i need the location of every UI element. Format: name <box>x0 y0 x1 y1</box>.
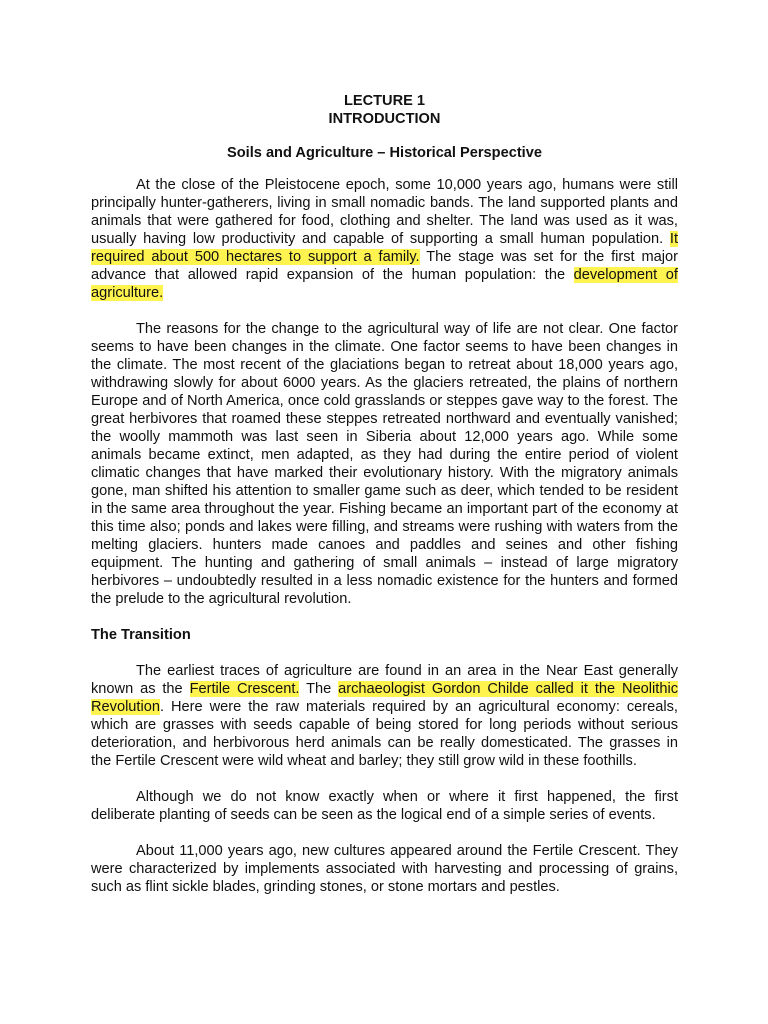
highlighted-text: archaeologist Gordon Childe called it the Neolithic Revolution <box>91 681 678 715</box>
document-subtitle: Soils and Agriculture – Historical Perspective <box>227 145 542 161</box>
paragraph-text: . Here were the raw materials required by an agricultural economy: cereals, which are grasses with seeds capable of being stored for long periods without serious deterioration, and herbivorous herd animals can be really domesticated. The grasses in the Fertile Crescent were wild wheat and barley; they still grow wild in these foothills. <box>91 699 678 769</box>
highlighted-text: It required about 500 hectares to support a family. <box>91 231 678 265</box>
intro-title: INTRODUCTION <box>328 111 441 127</box>
paragraph-text: The <box>299 681 339 697</box>
highlighted-text: Fertile Crescent. <box>189 681 300 697</box>
highlighted-text: development of agriculture. <box>91 267 678 301</box>
section-heading-transition: The Transition <box>91 627 191 643</box>
paragraph-text: At the close of the Pleistocene epoch, some 10,000 years ago, humans were still principally hunter-gatherers, living in small nomadic bands. The land supported plants and animals that were gathered for food, clothing and shelter. The land was used as it was, usually having low productivity and capable of supporting a small human population. <box>91 177 678 247</box>
paragraph-text: The earliest traces of agriculture are found in an area in the Near East generally known as the <box>91 663 678 697</box>
paragraph-climate: The reasons for the change to the agricultural way of life are not clear. One factor seems to have been changes in the climate. One factor seems to have been changes in the climate. The most recent of the glaciations began to retreat about 18,000 years ago, withdrawing slowly for about 6000 years. As the glaciers retreated, the plains of northern Europe and of North America, once cold grasslands or steppes gave way to the forest. The great herbivores that roamed these steppes retreated northward and eventually vanished; the woolly mammoth was last seen in Siberia about 12,000 years ago. While some animals became extinct, men adapted, as they had during the entire period of violent climatic changes that have marked their evolutionary history. With the migratory animals gone, man shifted his attention to smaller game such as deer, which tended to be resident in the same area throughout the year. Fishing became an important part of the economy at this time also; ponds and lakes were filling, and streams were rushing with waters from the melting glaciers. hunters made canoes and paddles and seines and other fishing equipment. The hunting and gathering of small animals – instead of large migratory herbivores – undoubtedly resulted in a less nomadic existence for the hunters and formed the prelude to the agricultural revolution. <box>91 321 678 607</box>
paragraph-fertile-crescent <box>91 662 678 770</box>
paragraph-new-cultures: About 11,000 years ago, new cultures appeared around the Fertile Crescent. They were characterized by implements associated with harvesting and processing of grains, such as flint sickle blades, grinding stones, or stone mortars and pestles. <box>91 843 678 895</box>
document-body <box>91 92 678 896</box>
lecture-title: LECTURE 1 <box>343 93 426 109</box>
paragraph-pleistocene <box>91 176 678 302</box>
paragraph-text: The stage was set for the first major advance that allowed rapid expansion of the human population: the <box>91 249 678 283</box>
paragraph-first-planting: Although we do not know exactly when or where it first happened, the first deliberate planting of seeds can be seen as the logical end of a simple series of events. <box>91 789 678 823</box>
title-block <box>91 92 678 128</box>
